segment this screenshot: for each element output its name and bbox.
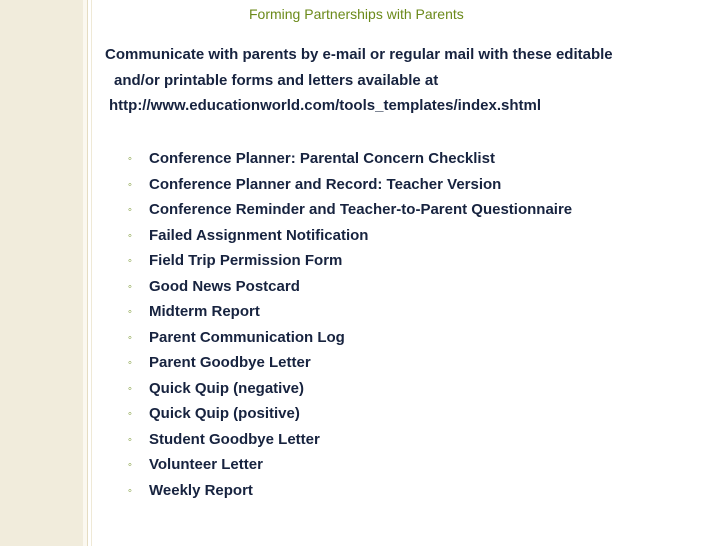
bullet-icon: ◦: [128, 459, 132, 471]
list-item: [128, 172, 572, 198]
bullet-icon: ◦: [128, 433, 132, 446]
bullet-icon: ◦: [128, 306, 132, 318]
forms-list: [128, 146, 572, 503]
list-item-label: Volunteer Letter: [149, 456, 263, 473]
bullet-icon: ◦: [128, 153, 132, 165]
list-item-label: Parent Communication Log: [149, 328, 345, 346]
intro-paragraph: [105, 42, 613, 119]
list-item: [128, 274, 572, 300]
list-item: [128, 427, 572, 453]
list-item-label: Field Trip Permission Form: [149, 252, 343, 269]
left-decorative-line: [91, 0, 92, 546]
list-item-label: Quick Quip (negative): [149, 379, 305, 397]
left-decorative-band: [0, 0, 83, 546]
slide-title: Forming Partnerships with Parents: [249, 6, 464, 22]
list-item: [128, 325, 572, 351]
intro-line-2: and/or printable forms and letters available at: [114, 71, 439, 89]
bullet-icon: ◦: [128, 280, 132, 293]
list-item: [128, 452, 572, 478]
list-item: [128, 248, 572, 274]
list-item-label: Quick Quip (positive): [149, 405, 300, 422]
list-item: [128, 478, 572, 504]
list-item: [128, 197, 572, 223]
intro-url: http://www.educationworld.com/tools_templates/index.shtml: [109, 97, 541, 114]
intro-line-1: Communicate with parents by e-mail or regular mail with these editable: [105, 46, 613, 63]
list-item: [128, 376, 572, 402]
list-item-label: Conference Reminder and Teacher-to-Parent Questionnaire: [149, 201, 573, 218]
bullet-icon: ◦: [128, 357, 132, 369]
list-item-label: Student Goodbye Letter: [149, 430, 320, 448]
bullet-icon: ◦: [128, 178, 132, 191]
list-item-label: Failed Assignment Notification: [149, 226, 369, 244]
list-item: [128, 146, 572, 172]
list-item: [128, 299, 572, 325]
bullet-icon: ◦: [128, 229, 132, 242]
list-item: [128, 350, 572, 376]
list-item: [128, 223, 572, 249]
list-item-label: Good News Postcard: [149, 277, 300, 295]
bullet-icon: ◦: [128, 204, 132, 216]
left-decorative-edge: [87, 0, 88, 546]
bullet-icon: ◦: [128, 331, 132, 344]
list-item-label: Conference Planner and Record: Teacher Version: [149, 175, 502, 193]
list-item-label: Parent Goodbye Letter: [149, 354, 311, 371]
bullet-icon: ◦: [128, 255, 132, 267]
list-item: [128, 401, 572, 427]
list-item-label: Weekly Report: [149, 481, 253, 499]
list-item-label: Midterm Report: [149, 303, 260, 320]
bullet-icon: ◦: [128, 408, 132, 420]
bullet-icon: ◦: [128, 484, 132, 497]
bullet-icon: ◦: [128, 382, 132, 395]
list-item-label: Conference Planner: Parental Concern Checklist: [149, 150, 495, 167]
